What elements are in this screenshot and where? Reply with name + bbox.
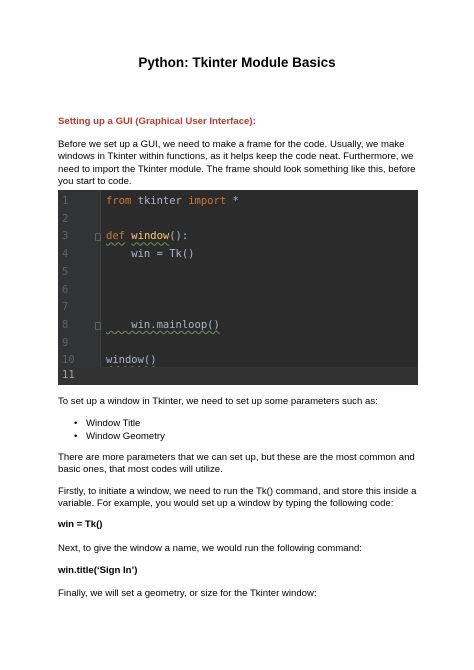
line-number: 3 [62, 230, 69, 243]
code-line [58, 228, 418, 246]
paragraph-line: basic ones, that most codes will utilize. [58, 464, 223, 476]
line-number: 8 [62, 318, 69, 331]
code-line [58, 211, 418, 229]
intro-line: need to import the Tkinter module. The frame should look something like this, before [58, 163, 416, 175]
code-keyword: from [106, 195, 132, 207]
code-snippet-tk: win = Tk() [58, 519, 103, 530]
code-text: (): [169, 230, 189, 243]
more-params-paragraph [58, 452, 418, 477]
bullet-icon: • [74, 418, 78, 429]
code-line [58, 193, 418, 211]
list-item: • Window Title [74, 418, 141, 429]
code-function-name: window [131, 230, 170, 243]
name-intro: Next, to give the window a name, we would run the following command: [58, 543, 362, 554]
code-line [58, 246, 418, 264]
code-snippet-title: win.title(‘Sign In’) [58, 565, 138, 576]
code-text: win.mainloop() [106, 318, 220, 331]
intro-line: you start to code. [58, 176, 132, 188]
line-number: 2 [62, 212, 69, 225]
line-number: 5 [62, 265, 69, 278]
code-text: win = Tk() [106, 248, 195, 261]
line-number: 6 [62, 283, 69, 296]
code-line-current[interactable] [58, 367, 418, 385]
line-number: 7 [62, 301, 69, 314]
page-title: Python: Tkinter Module Basics [138, 55, 336, 70]
params-intro: To set up a window in Tkinter, we need to set up some parameters such as: [58, 396, 378, 407]
intro-paragraph [58, 139, 418, 189]
code-line [58, 317, 418, 335]
line-number: 1 [62, 195, 69, 207]
fold-icon[interactable] [95, 233, 101, 241]
code-line [58, 299, 418, 317]
section-heading: Setting up a GUI (Graphical User Interface): [58, 116, 256, 127]
intro-line: Before we set up a GUI, we need to make a frame for the code. Usually, we make [58, 139, 405, 150]
list-item: • Window Geometry [74, 430, 165, 442]
code-text: tkinter [131, 195, 189, 207]
intro-line: windows in Tkinter within functions, as it helps keep the code neat. Furthermore, we [58, 151, 414, 163]
paragraph-line: variable. For example, you would set up a window by typing the following code: [58, 498, 394, 510]
line-number: 10 [62, 354, 75, 367]
code-keyword: import [188, 195, 227, 207]
code-line [58, 264, 418, 282]
code-text: window() [106, 354, 157, 367]
code-editor-screenshot [58, 190, 418, 385]
code-text: * [226, 195, 239, 207]
paragraph-line: Firstly, to initiate a window, we need to run the Tk() command, and store this inside a [58, 486, 417, 497]
initiate-paragraph [58, 486, 418, 511]
code-line [58, 282, 418, 300]
geometry-intro: Finally, we will set a geometry, or size for the Tkinter window: [58, 588, 317, 599]
parameter-list [58, 418, 165, 443]
fold-icon[interactable] [95, 322, 101, 330]
line-number: 11 [62, 369, 75, 381]
paragraph-line: There are more parameters that we can set up, but these are the most common and [58, 452, 415, 463]
code-line [58, 335, 418, 353]
bullet-icon: • [74, 430, 78, 442]
line-number: 9 [62, 336, 69, 349]
line-number: 4 [62, 248, 69, 261]
code-keyword: def [106, 230, 125, 243]
